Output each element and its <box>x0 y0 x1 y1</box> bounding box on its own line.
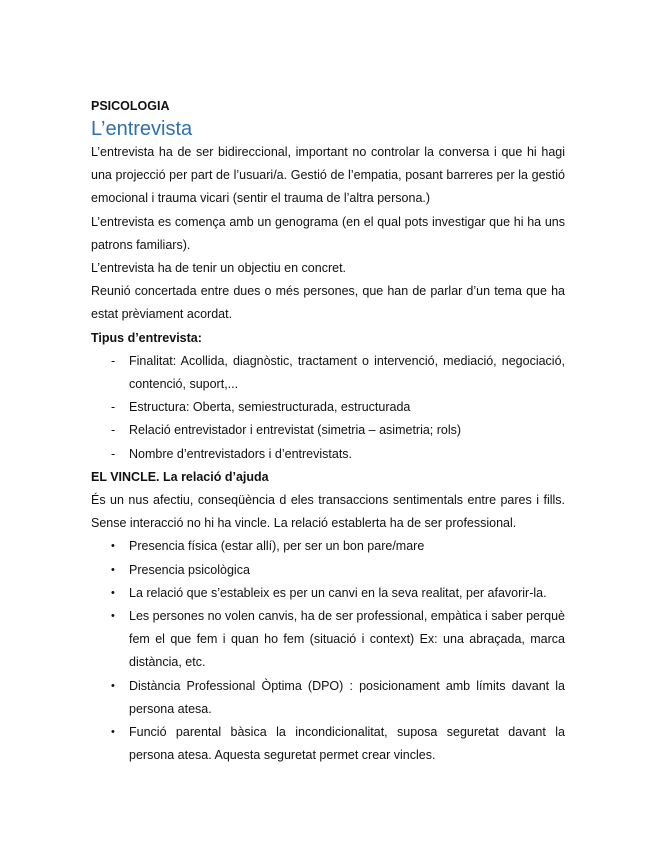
bullet-marker: • <box>111 586 115 599</box>
bullet-marker: • <box>111 679 115 692</box>
bond-list <box>91 535 565 767</box>
list-item-text: Finalitat: Acollida, diagnòstic, tractament o intervenció, mediació, negociació, contenció, suport,... <box>129 353 565 392</box>
list-item-text: Les persones no volen canvis, ha de ser professional, empàtica i saber perquè fem el que fem i quan ho fem (situació i context) Ex: una abraçada, marca distància, etc. <box>129 609 565 670</box>
list-item <box>91 396 565 419</box>
list-item-text: Nombre d’entrevistadors i d’entrevistats. <box>129 446 353 461</box>
list-item-text: Presencia psicològica <box>129 562 250 577</box>
paragraph: És un nus afectiu, conseqüència d eles transaccions sentimentals entre pares i fills. Sense interacció no hi ha vincle. La relació establerta ha de ser professional. <box>91 493 565 531</box>
list-item <box>91 559 565 582</box>
list-item-text: Distància Professional Òptima (DPO) : posicionament amb límits davant la persona atesa. <box>129 678 565 716</box>
list-item <box>91 605 565 675</box>
list-item-text: Funció parental bàsica la incondicionalitat, suposa seguretat davant la persona atesa. Aquesta seguretat permet crear vincles. <box>129 725 565 763</box>
dash-marker: - <box>111 353 116 368</box>
list-item-text: Presencia física (estar allí), per ser un bon pare/mare <box>129 539 425 554</box>
bullet-marker: • <box>111 540 115 553</box>
list-item-text: Estructura: Oberta, semiestructurada, estructurada <box>129 400 411 415</box>
list-item <box>91 419 565 442</box>
list-item <box>91 675 565 721</box>
list-item <box>91 535 565 558</box>
subject-heading: PSICOLOGIA <box>91 99 170 113</box>
dash-marker: - <box>111 446 116 461</box>
dash-marker: - <box>111 400 116 415</box>
list-item <box>91 721 565 767</box>
paragraph: L’entrevista ha de ser bidireccional, important no controlar la conversa i que hi hagi una projecció per part de l’usuari/a. Gestió de l’empatia, posant barreres per la gestió emocional i trauma vicari (sentir el trauma de l’altra persona.) <box>91 145 565 206</box>
dash-marker: - <box>111 423 116 438</box>
list-item-text: La relació que s’estableix es per un canvi en la seva realitat, per afavorir-la. <box>129 585 547 600</box>
list-item <box>91 582 565 605</box>
bullet-marker: • <box>111 610 115 623</box>
document-body <box>91 97 565 767</box>
list-item-text: Relació entrevistador i entrevistat (simetria – asimetria; rols) <box>129 423 462 438</box>
bullet-marker: • <box>111 563 115 576</box>
page-title: L’entrevista <box>91 118 193 140</box>
bullet-marker: • <box>111 726 115 739</box>
paragraph: L’entrevista ha de tenir un objectiu en concret. <box>91 261 347 276</box>
section-heading-bond: EL VINCLE. La relació d’ajuda <box>91 469 269 484</box>
paragraph: Reunió concertada entre dues o més persones, que han de parlar d’un tema que ha estat prèviament acordat. <box>91 284 565 322</box>
paragraph: L’entrevista es comença amb un genograma (en el qual pots investigar que hi ha uns patrons familiars). <box>91 214 565 252</box>
list-item <box>91 443 565 466</box>
types-list <box>91 350 565 466</box>
section-heading-types: Tipus d’entrevista: <box>91 330 202 345</box>
list-item <box>91 350 565 396</box>
